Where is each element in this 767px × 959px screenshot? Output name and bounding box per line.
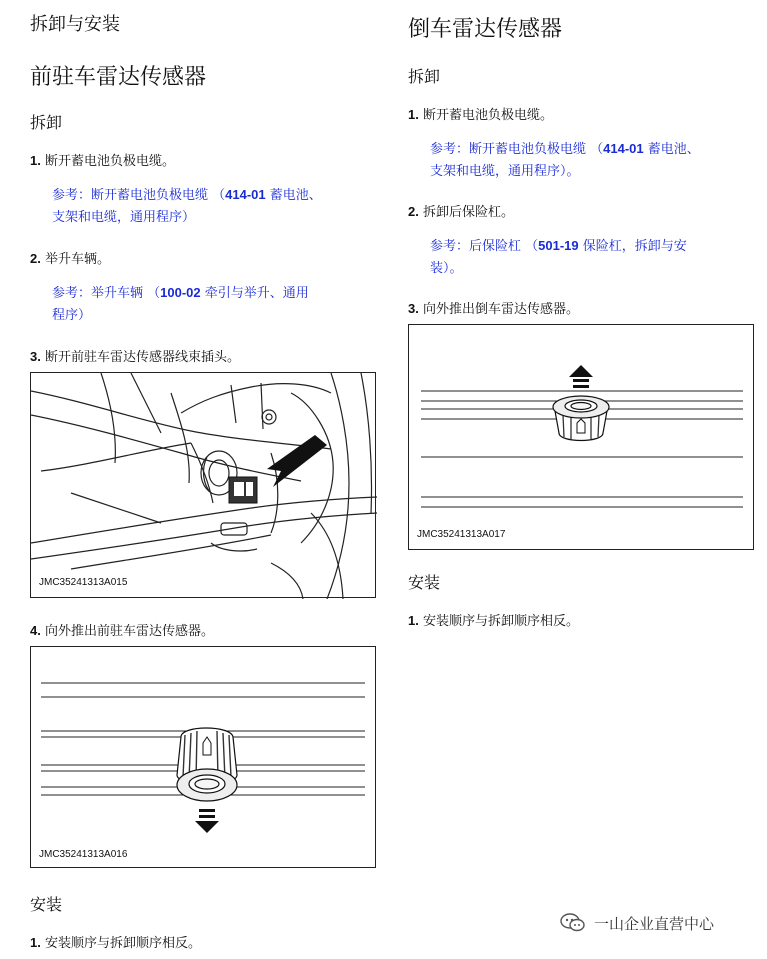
rear-sensor-title: 倒车雷达传感器 bbox=[408, 17, 563, 42]
rear-sensor-illustration bbox=[409, 325, 755, 551]
front-step-3 bbox=[30, 346, 240, 365]
step-number: 2. bbox=[408, 204, 419, 219]
rear-step-1-reference[interactable]: 参考：断开蓄电池负极电缆 （414-01 蓄电池、 支架和电缆，通用程序）。 bbox=[430, 141, 700, 179]
front-step-2-reference[interactable]: 参考：举升车辆 （100-02 牵引与举升、通用 程序） bbox=[52, 285, 309, 323]
figure-caption: JMC35241313A015 bbox=[39, 577, 128, 588]
front-sensor-figure bbox=[30, 646, 376, 868]
rear-install-step bbox=[408, 610, 579, 629]
watermark bbox=[560, 912, 714, 934]
step-number: 3. bbox=[30, 349, 41, 364]
front-step-4 bbox=[30, 620, 214, 639]
watermark-text: 一山企业直营中心 bbox=[594, 914, 715, 933]
figure-caption: JMC35241313A016 bbox=[39, 849, 128, 860]
front-step-1 bbox=[30, 150, 175, 169]
front-install-heading: 安装 bbox=[30, 895, 63, 914]
step-number: 2. bbox=[30, 251, 41, 266]
step-number: 4. bbox=[30, 623, 41, 638]
front-sensor-illustration bbox=[31, 647, 377, 869]
step-text: 安装顺序与拆卸顺序相反。 bbox=[422, 614, 579, 629]
front-step-1-reference[interactable]: 参考：断开蓄电池负极电缆 （414-01 蓄电池、 支架和电缆，通用程序） bbox=[52, 187, 322, 225]
step-number: 3. bbox=[408, 301, 419, 316]
front-step-2 bbox=[30, 248, 110, 267]
step-text: 断开蓄电池负极电缆。 bbox=[422, 108, 553, 123]
step-text: 向外推出倒车雷达传感器。 bbox=[422, 302, 579, 317]
rear-step-3 bbox=[408, 298, 579, 317]
step-text: 断开蓄电池负极电缆。 bbox=[44, 154, 175, 169]
section-title: 拆卸与安装 bbox=[30, 14, 120, 35]
step-text: 向外推出前驻车雷达传感器。 bbox=[44, 624, 214, 639]
rear-step-2 bbox=[408, 201, 514, 220]
front-install-step bbox=[30, 932, 201, 951]
step-number: 1. bbox=[408, 107, 419, 122]
connector-illustration bbox=[31, 373, 377, 599]
step-text: 拆卸后保险杠。 bbox=[422, 205, 514, 220]
step-number: 1. bbox=[30, 153, 41, 168]
rear-removal-heading: 拆卸 bbox=[408, 67, 441, 86]
step-number: 1. bbox=[30, 935, 41, 950]
front-removal-heading: 拆卸 bbox=[30, 113, 63, 132]
step-number: 1. bbox=[408, 613, 419, 628]
rear-step-2-reference[interactable]: 参考：后保险杠 （501-19 保险杠，拆卸与安 装）。 bbox=[430, 238, 687, 276]
connector-figure bbox=[30, 372, 376, 598]
step-text: 安装顺序与拆卸顺序相反。 bbox=[44, 936, 201, 951]
step-text: 断开前驻车雷达传感器线束插头。 bbox=[44, 350, 240, 365]
rear-step-1 bbox=[408, 104, 553, 123]
figure-caption: JMC35241313A017 bbox=[417, 529, 506, 540]
rear-sensor-figure bbox=[408, 324, 754, 550]
rear-install-heading: 安装 bbox=[408, 573, 441, 592]
step-text: 举升车辆。 bbox=[44, 252, 110, 267]
front-sensor-title: 前驻车雷达传感器 bbox=[30, 65, 207, 90]
wechat-icon bbox=[560, 912, 586, 934]
